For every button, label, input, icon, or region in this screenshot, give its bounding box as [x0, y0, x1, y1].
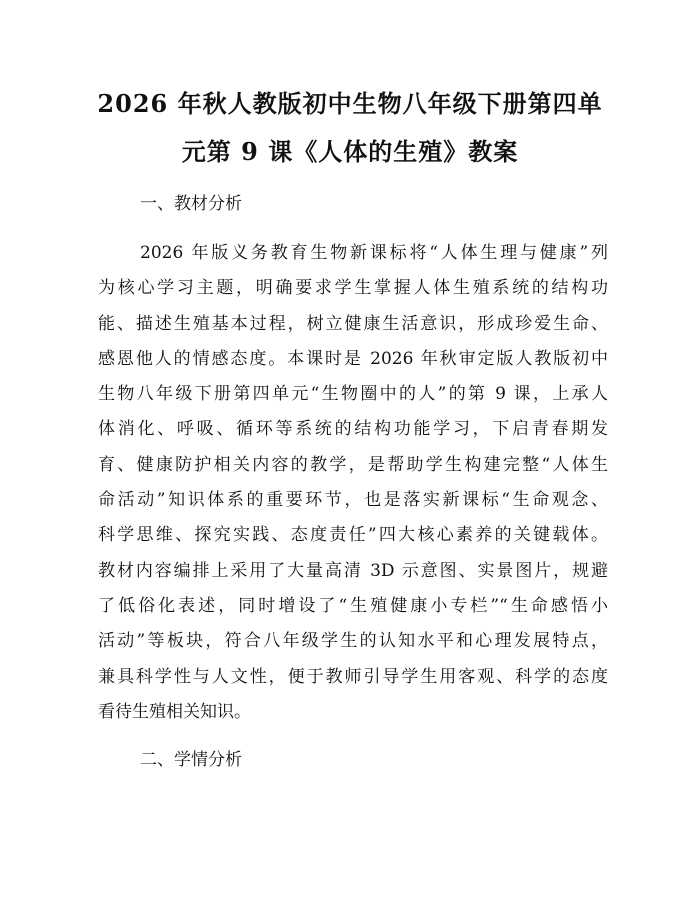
paragraph-line: 了低俗化表述，同时增设了“生殖健康小专栏”“生命感悟小 [98, 595, 608, 616]
paragraph-line: 兼具科学性与人文性，便于教师引导学生用客观、科学的态度 [98, 666, 608, 687]
paragraph-line: 科学思维、探究实践、态度责任”四大核心素养的关键载体。 [98, 525, 608, 546]
section-heading-learner-analysis: 二、学情分析 [140, 750, 242, 770]
paragraph-line: 生物八年级下册第四单元“生物圈中的人”的第 9 课，上承人 [98, 384, 608, 405]
paragraph-line: 2026 年版义务教育生物新课标将“人体生理与健康”列 [140, 243, 608, 263]
document-title-line-2: 元第 9 课《人体的生殖》教案 [181, 137, 519, 166]
paragraph-line: 教材内容编排上采用了大量高清 3D 示意图、实景图片，规避 [98, 560, 608, 581]
paragraph-line: 活动”等板块，符合八年级学生的认知水平和心理发展特点， [98, 631, 608, 652]
paragraph-line: 感恩他人的情感态度。本课时是 2026 年秋审定版人教版初中 [98, 348, 608, 369]
paragraph-line: 能、描述生殖基本过程，树立健康生活意识，形成珍爱生命、 [98, 313, 608, 334]
paragraph-line: 育、健康防护相关内容的教学，是帮助学生构建完整“人体生 [98, 454, 608, 475]
paragraph-line: 为核心学习主题，明确要求学生掌握人体生殖系统的结构功 [98, 278, 608, 299]
document-title-line-1: 2026 年秋人教版初中生物八年级下册第四单 [97, 89, 603, 118]
paragraph-line: 体消化、呼吸、循环等系统的结构功能学习，下启青春期发 [98, 419, 608, 440]
paragraph-line: 看待生殖相关知识。 [98, 701, 251, 722]
paragraph-line: 命活动”知识体系的重要环节，也是落实新课标“生命观念、 [98, 490, 608, 511]
textbook-analysis-paragraph [98, 236, 608, 730]
section-heading-textbook-analysis: 一、教材分析 [140, 194, 242, 214]
